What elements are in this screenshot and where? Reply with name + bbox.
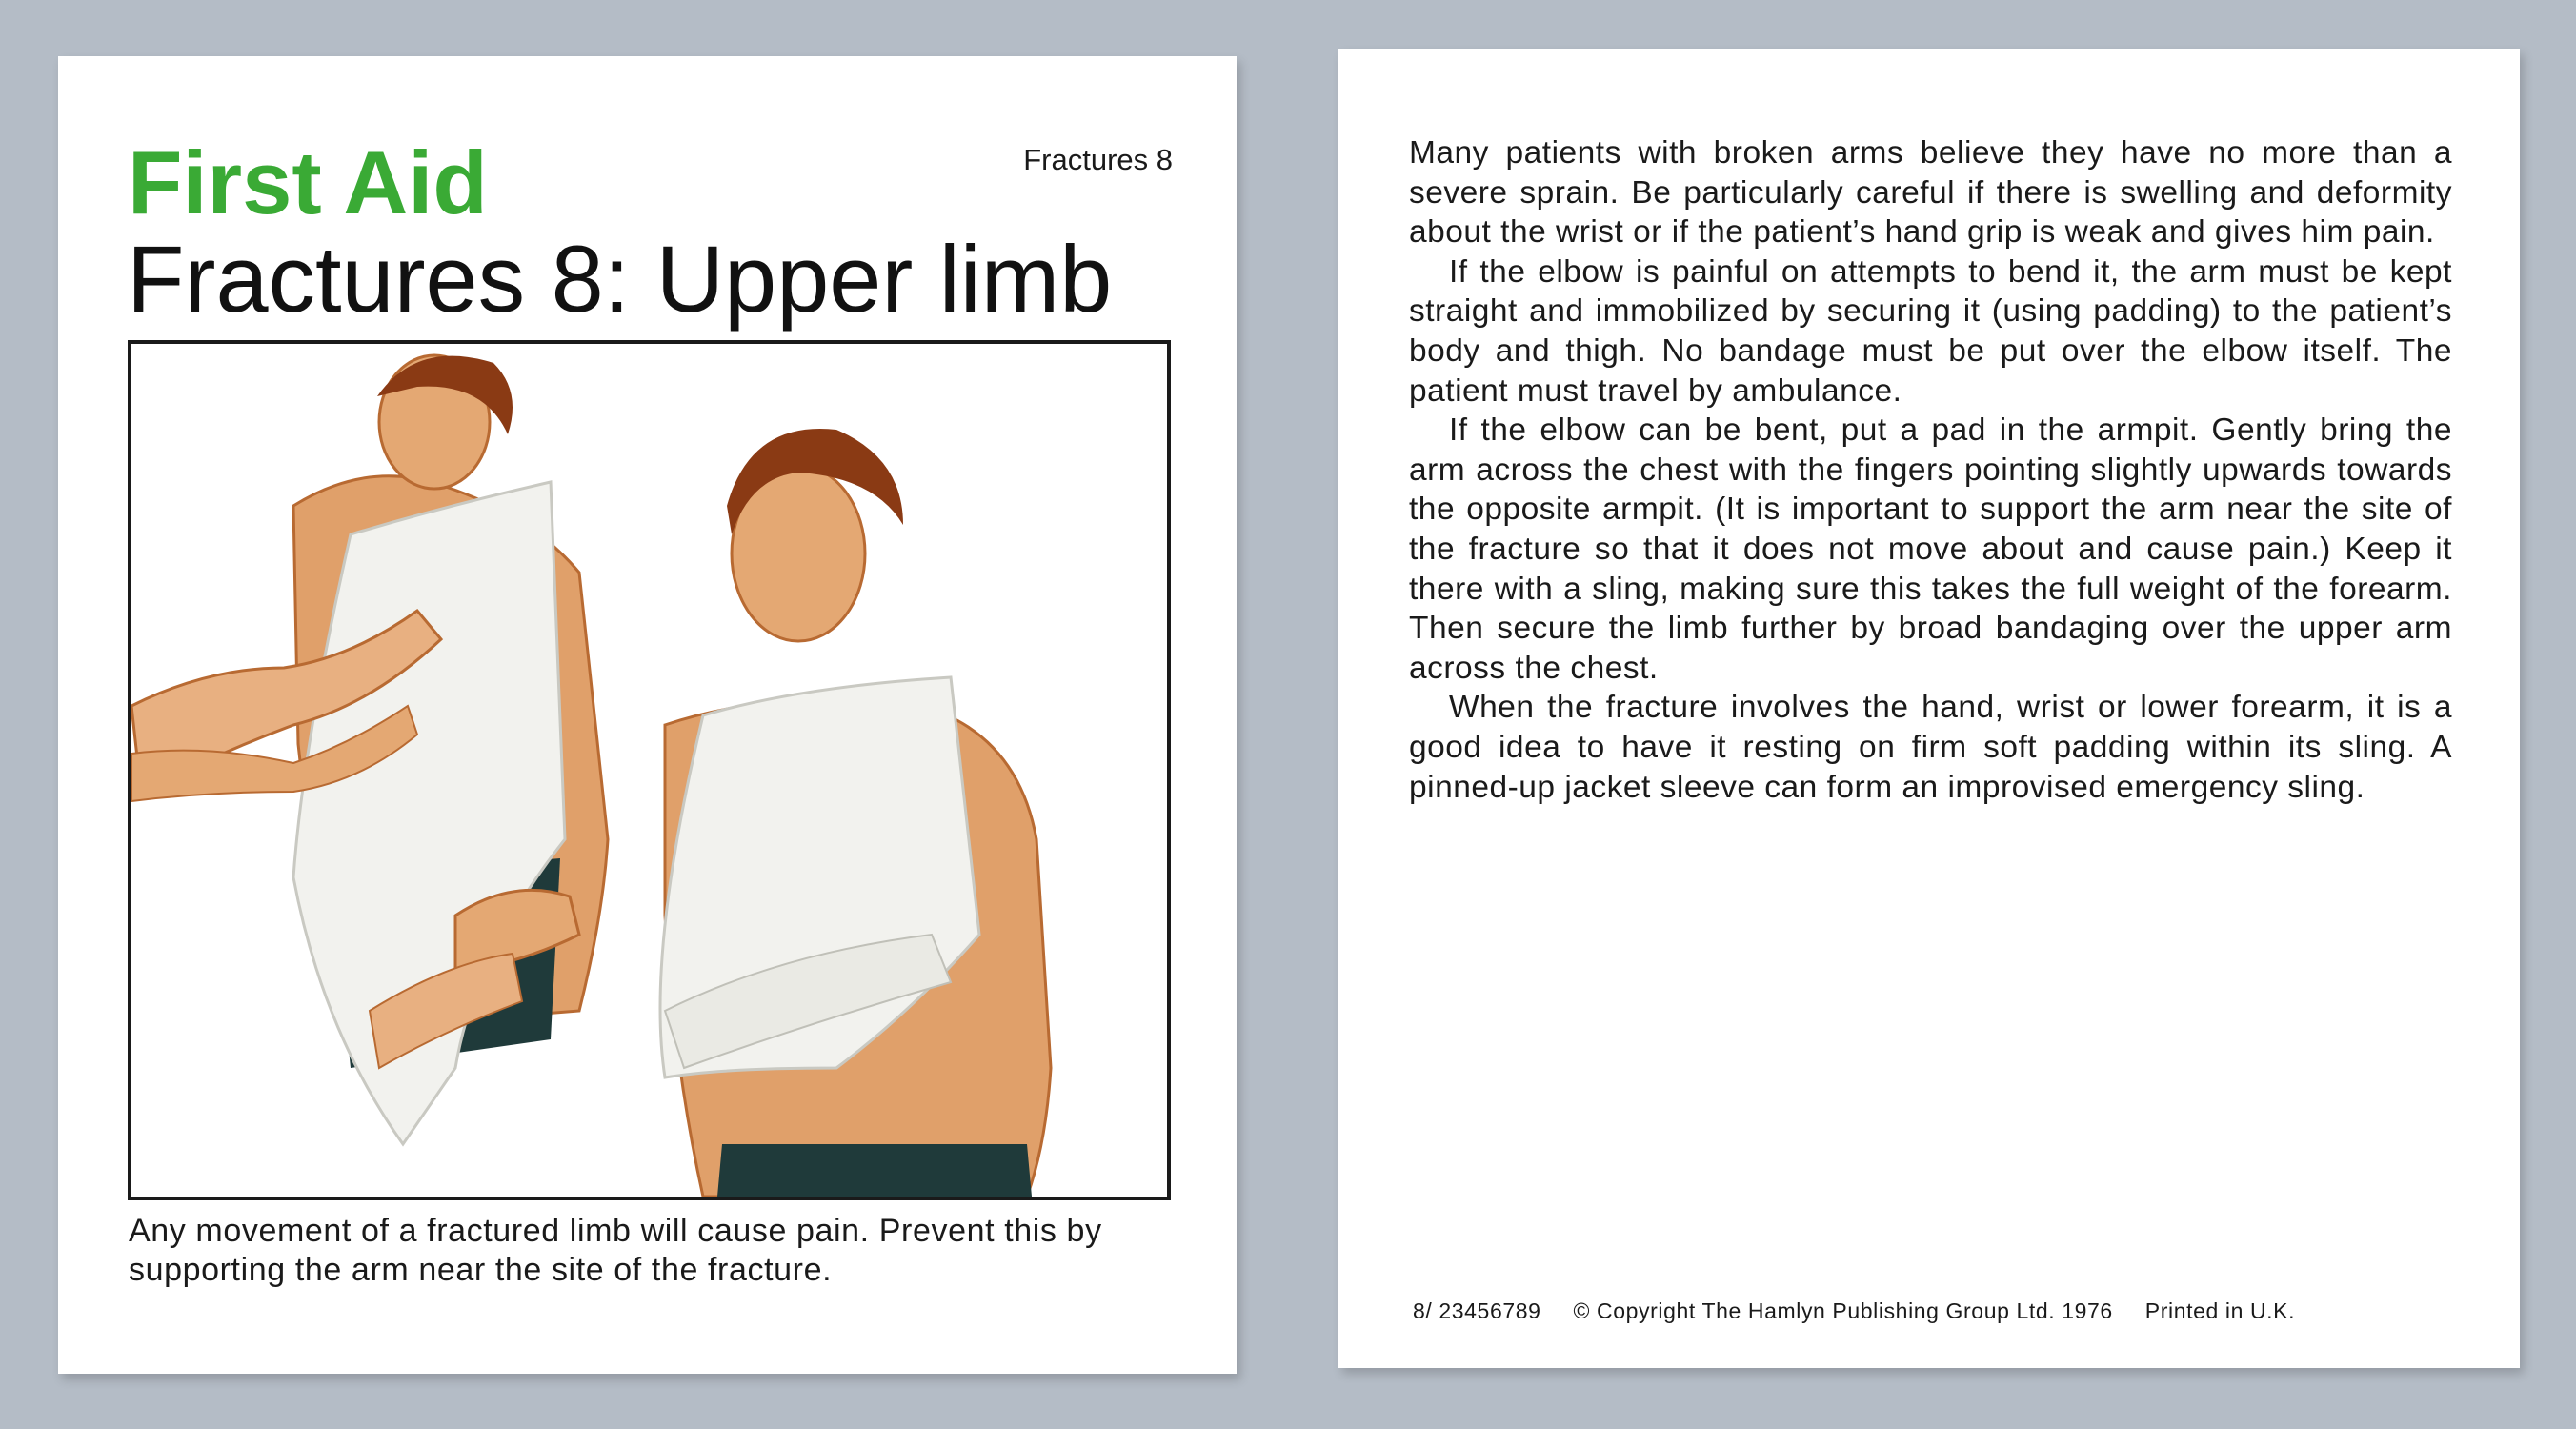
card-front <box>58 56 1237 1374</box>
sling-illustration-icon <box>131 344 1167 1197</box>
brand-title: First Aid <box>128 132 488 232</box>
first-aid-sling-illustration <box>128 340 1171 1200</box>
illustration-caption: Any movement of a fractured limb will cause pain. Prevent this by supporting the arm near the site of the fracture. <box>129 1213 1102 1288</box>
paragraph-2: If the elbow is painful on attempts to bend it, the arm must be kept straight and immobilized by securing it (using padding) to the patient’s body and thigh. No bandage must be put over the elbow itself. The patient must travel by ambulance. <box>1409 253 2452 409</box>
series-number: 8/ 23456789 <box>1413 1298 1541 1323</box>
card-footer <box>1413 1298 2327 1324</box>
printed-in: Printed in U.K. <box>2144 1298 2296 1323</box>
card-title: Fractures 8: Upper limb <box>127 226 1113 332</box>
copyright-notice: © Copyright The Hamlyn Publishing Group Ltd. 1976 <box>1573 1298 2113 1323</box>
paragraph-3: If the elbow can be bent, put a pad in the armpit. Gently bring the arm across the chest with the fingers pointing slightly upwards towards the opposite armpit. (It is important to support the arm near the site of the fracture so that it does not move about and cause pain.) Keep it there with a sling, making sure this takes the full weight of the forearm. Then secure the limb further by broad bandaging over the upper arm across the chest. <box>1409 413 2452 686</box>
card-code: Fractures 8 <box>1023 143 1173 176</box>
card-back <box>1338 49 2520 1368</box>
paragraph-4: When the fracture involves the hand, wrist or lower forearm, it is a good idea to have it resting on firm soft padding within its sling. A pinned-up jacket sleeve can form an improvised emergency sling. <box>1409 690 2452 805</box>
instructions-text <box>1409 133 2452 807</box>
left-figure <box>131 355 608 1144</box>
paragraph-1: Many patients with broken arms believe they have no more than a severe sprain. Be particularly careful if there is swelling and deformity about the wrist or if the patient’s hand grip is weak and gives him pain. <box>1409 135 2452 251</box>
